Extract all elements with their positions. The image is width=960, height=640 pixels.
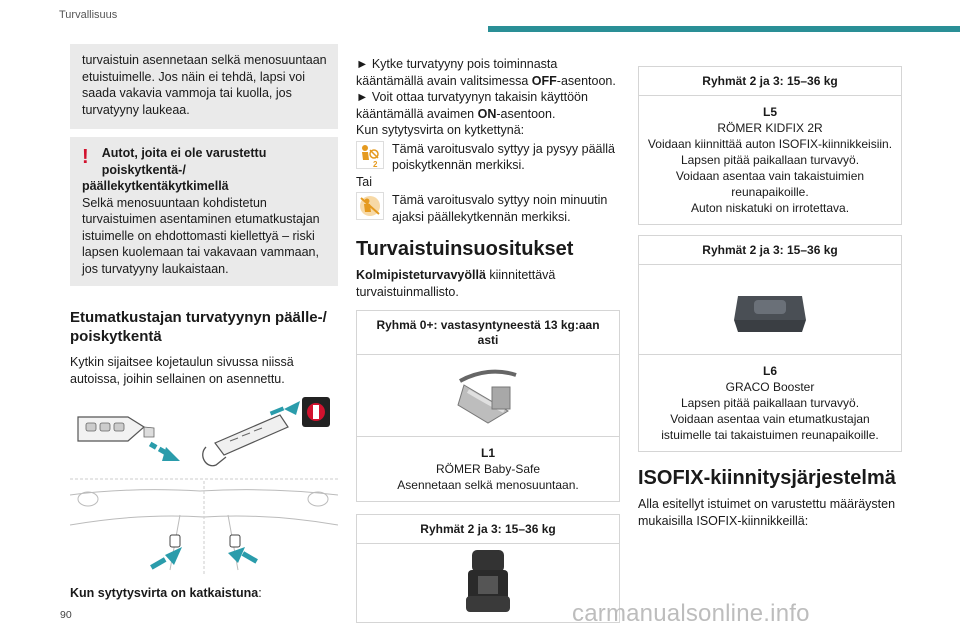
page-number: 90 (60, 609, 72, 621)
ignition-off-caption: Kun sytytysvirta on katkaistuna: (70, 586, 262, 600)
page-header-title: Turvallisuus (59, 9, 118, 21)
column-left (70, 44, 338, 601)
card-group-header: Ryhmät 2 ja 3: 15–36 kg (639, 236, 901, 265)
airbag-off-warning-lamp-icon (356, 141, 384, 169)
warning-head (82, 145, 328, 178)
warning-text: päällekytkentäkytkimellä Selkä menosuuntaan kohdistetun turvaistuimen asentaminen etumatkustajan istuimelle on ehdottomasti kiellettyä – riski lapsen kuolemaan tai vakavaan vammaan, jos turvatyyny laukaistaan. (82, 179, 320, 276)
card-image (357, 355, 619, 437)
card-group-header: Ryhmä 0+: vastasyntyneestä 13 kg:aan asti (357, 311, 619, 355)
lamp-on-text: Tämä varoitusvalo syttyy noin minuutin ajaksi päällekytkennän merkiksi. (392, 193, 608, 224)
seat-card-l1 (356, 310, 620, 502)
switch-location-right-icon (230, 535, 240, 547)
card-body: L6 GRACO Booster Lapsen pitää paikallaan turvavyö. Voidaan asentaa vain etumatkustajan istuimelle tai takaistuimen reunapaikoille. (661, 364, 879, 442)
seat-card-l6 (638, 235, 902, 452)
info-note: turvaistuin asennetaan selkä menosuuntaan etuistuimelle. Jos näin ei tehdä, lapsi voi saada vakavia vammoja tai kuolla, jos turvatyyny laukeaa. (70, 44, 338, 129)
svg-text:2: 2 (373, 159, 378, 169)
lamp-off-text: Tämä varoitusvalo syttyy ja pysyy päällä poiskytkennän merkiksi. (392, 141, 616, 172)
card-image (639, 265, 901, 355)
card-group-header: Ryhmät 2 ja 3: 15–36 kg (639, 67, 901, 96)
column-right (638, 56, 902, 529)
card-body: L5 RÖMER KIDFIX 2R Voidaan kiinnittää auton ISOFIX-kiinnikkeisiin. Lapsen pitää paikallaan turvavyö. Voidaan asentaa vain takaistuimien reunapaikoille. Auton niskatuki on irrotettava. (647, 105, 893, 215)
lamp-row-on (356, 192, 620, 225)
card-group-header: Ryhmät 2 ja 3: 15–36 kg (357, 515, 619, 544)
key-fob-icon (78, 417, 154, 441)
airbag-switch-illustration (70, 395, 338, 575)
section-heading-isofix: ISOFIX-kiinnitysjärjestelmä (638, 467, 896, 489)
airbag-on-warning-lamp-icon (356, 192, 384, 220)
baby-carrier-icon (448, 361, 528, 431)
step-deactivate: ► Kytke turvatyyny pois toiminnasta kääntämällä avain valitsimessa OFF-asentoon. (356, 57, 616, 88)
booster-cushion-icon (730, 280, 810, 340)
or-text: Tai (356, 174, 372, 189)
section-heading-seat-recommendations: Turvaistuinsuositukset (356, 238, 574, 260)
warning-title-first: Autot, joita ei ole varustettu poiskytkentä-/ (101, 146, 267, 177)
isofix-intro: Alla esitellyt istuimet on varustettu määräysten mukaisilla ISOFIX-kiinnikkeillä: (638, 497, 896, 528)
step-activate: ► Voit ottaa turvatyynyn takaisin käyttöön kääntämällä avaimen ON-asentoon. (356, 90, 588, 121)
card-body: L1 RÖMER Baby-Safe Asennetaan selkä menosuuntaan. (397, 446, 579, 492)
watermark: carmanualsonline.info (572, 600, 810, 627)
switch-location-left-icon (170, 535, 180, 547)
key-blade-icon (203, 415, 288, 466)
high-back-booster-icon (458, 548, 518, 618)
recommendations-intro: Kolmipisteturvavyöllä kiinnitettävä turvaistuinmallisto. (356, 268, 556, 299)
teal-arrow-icon (149, 442, 180, 461)
column-middle (356, 56, 620, 623)
ignition-on-text: Kun sytytysvirta on kytkettynä: (356, 123, 525, 137)
lamp-row-off (356, 141, 620, 174)
seat-card-l5 (638, 66, 902, 225)
warning-note (70, 137, 338, 286)
switch-location-text: Kytkin sijaitsee kojetaulun sivussa niissä autoissa, joihin sellainen on asennettu. (70, 355, 294, 386)
section-heading-airbag-switch: Etumatkustajan turvatyynyn päälle-/ poiskytkentä (70, 309, 327, 345)
header-accent-bar (488, 26, 960, 32)
dashboard-diagram (70, 395, 338, 575)
teal-arrow-icon (270, 401, 300, 415)
airbag-switch-icon (302, 397, 330, 427)
exclamation-icon: ! (82, 146, 89, 168)
